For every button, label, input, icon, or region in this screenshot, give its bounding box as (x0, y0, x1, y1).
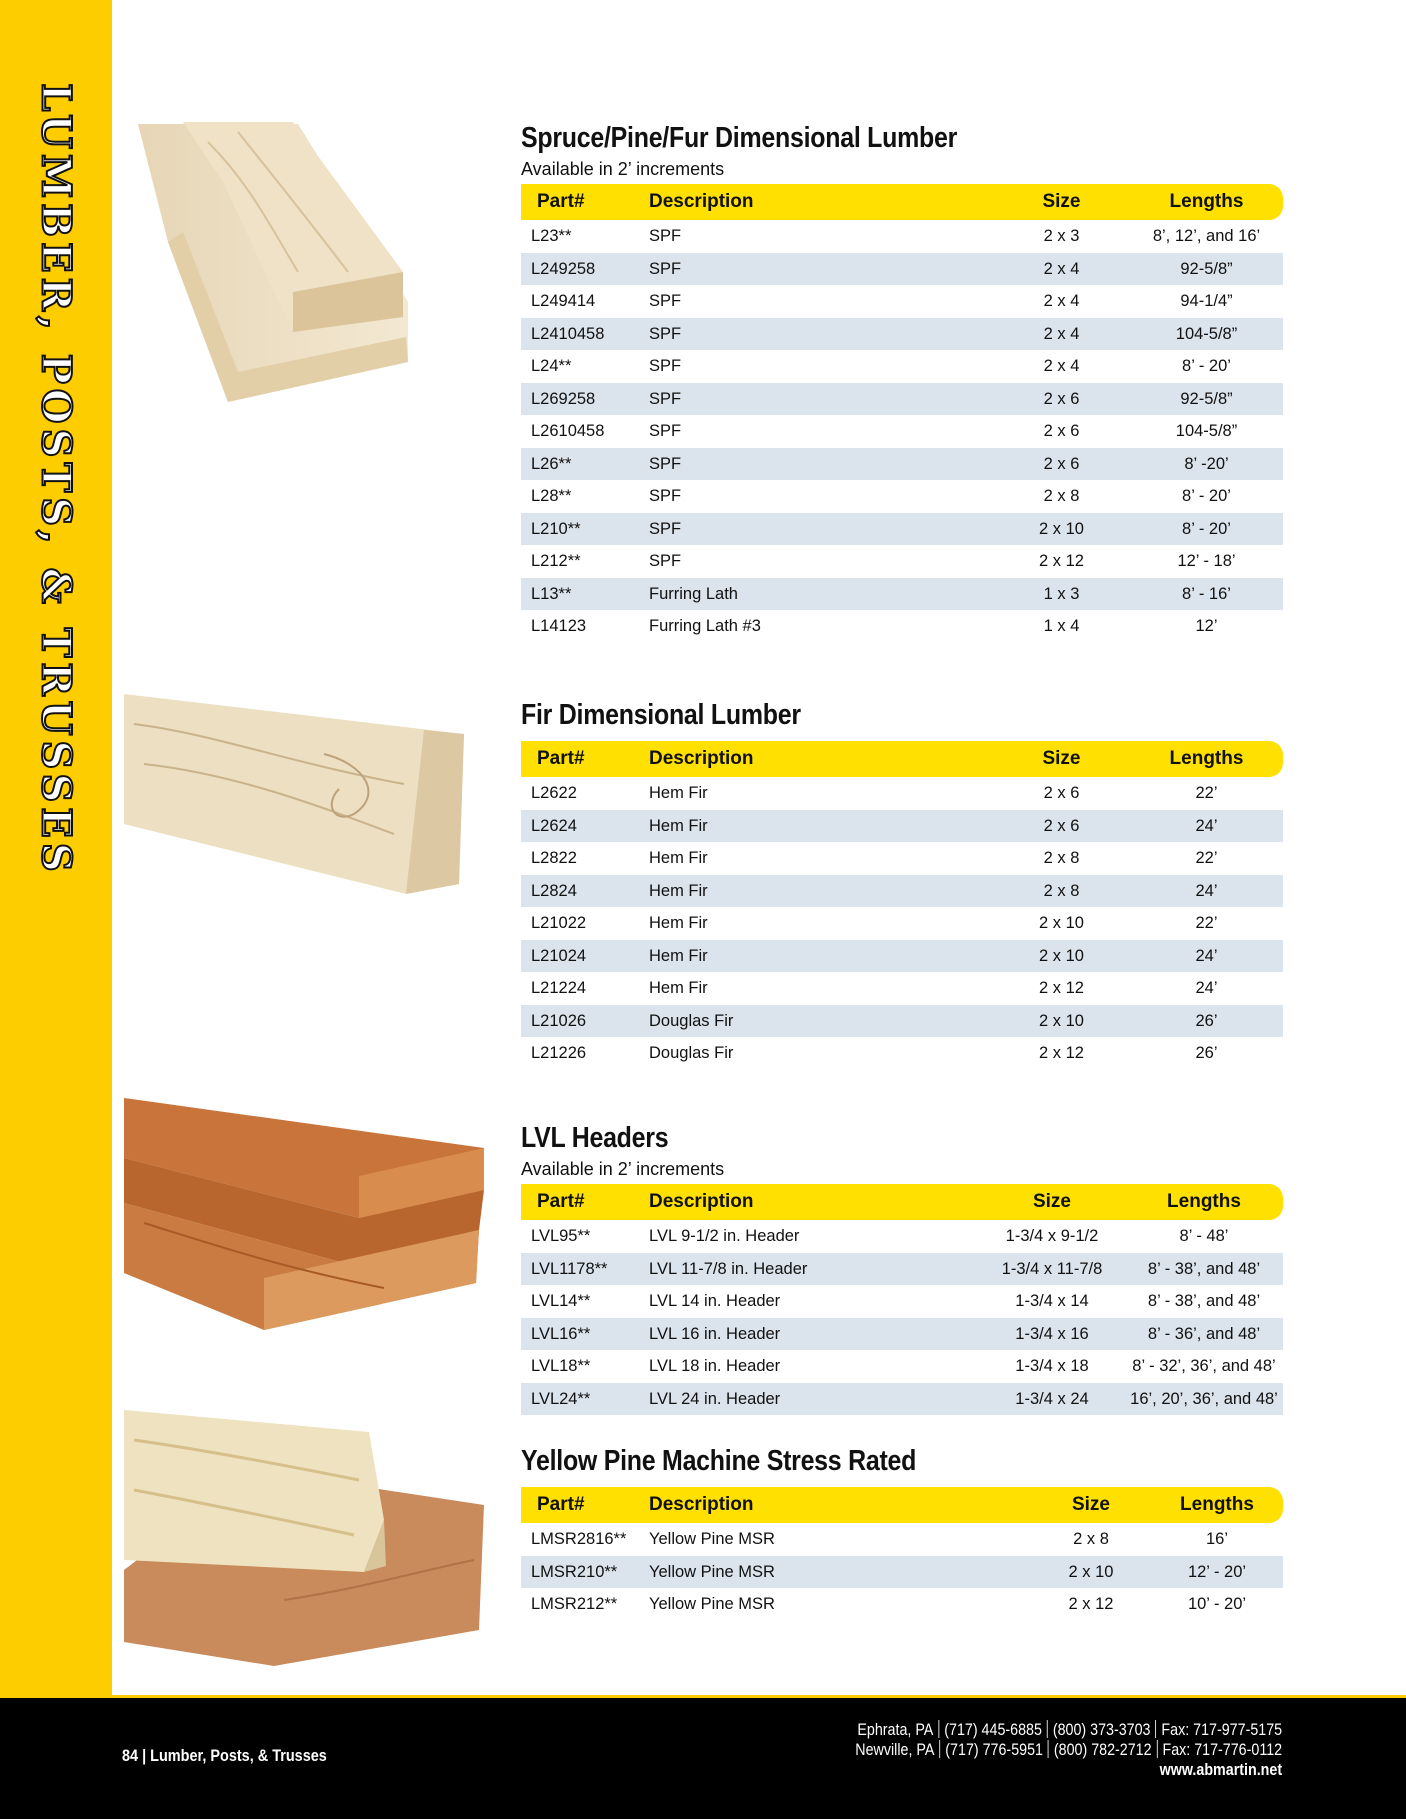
col-header-lengths: Lengths (1130, 741, 1283, 777)
cell-part: L24** (531, 357, 572, 376)
section-fir (521, 697, 1283, 1070)
table-row (521, 1253, 1283, 1286)
cell-part: LMSR212** (531, 1595, 618, 1614)
cell-lengths: 104-5/8” (1175, 422, 1238, 441)
cell-lengths: 22’ (1195, 914, 1218, 933)
section-subtitle: Available in 2’ increments (521, 159, 725, 179)
cell-size: 1-3/4 x 24 (979, 1383, 1125, 1416)
cell-lengths: 16’, 20’, 36’, and 48’ (1125, 1383, 1283, 1416)
table-row (521, 777, 1283, 810)
cell-lengths: 10’ - 20’ (1187, 1595, 1247, 1614)
cell-part: LVL95** (531, 1227, 591, 1246)
cell-size: 2 x 8 (1043, 849, 1080, 868)
side-title: LUMBER, POSTS, & TRUSSES (32, 83, 80, 877)
cell-size: 2 x 4 (993, 253, 1130, 286)
table-header-row (521, 741, 1283, 777)
cell-description: Douglas Fir (649, 1005, 993, 1038)
cell-description: LVL 24 in. Header (649, 1383, 979, 1416)
cell-description: SPF (649, 253, 993, 286)
cell-description: LVL 9-1/2 in. Header (649, 1227, 800, 1246)
table-row (521, 842, 1283, 875)
section-subtitle: Available in 2’ increments (521, 1159, 725, 1179)
table-row (521, 810, 1283, 843)
cell-lengths: 104-5/8” (1130, 318, 1283, 351)
section-spf (521, 120, 1283, 643)
cell-description: SPF (649, 318, 993, 351)
table-row (521, 1523, 1283, 1556)
cell-size: 2 x 12 (1068, 1595, 1114, 1614)
cell-size: 2 x 10 (993, 1005, 1130, 1038)
page-label: 84 | Lumber, Posts, & Trusses (122, 1746, 327, 1765)
cell-lengths: 8’ - 20’ (1182, 487, 1231, 506)
cell-size: 1 x 4 (1043, 617, 1080, 636)
table-row (521, 448, 1283, 481)
table-row (521, 1588, 1283, 1621)
cell-part: L21226 (531, 1044, 587, 1063)
table-row (521, 1350, 1283, 1383)
table-row (521, 940, 1283, 973)
cell-lengths: 8’ - 38’, and 48’ (1125, 1253, 1283, 1286)
fir-table (521, 741, 1283, 1070)
cell-part: L2610458 (531, 422, 605, 441)
cell-size: 2 x 6 (993, 383, 1130, 416)
cell-description: Hem Fir (649, 810, 993, 843)
table-row (521, 513, 1283, 546)
cell-part: LVL1178** (521, 1253, 649, 1286)
cell-description: Hem Fir (649, 940, 993, 973)
table-row (521, 1383, 1283, 1416)
cell-lengths: 92-5/8” (1130, 253, 1283, 286)
cell-description: Hem Fir (649, 914, 708, 933)
section-lvl (521, 1120, 1283, 1415)
cell-size: 2 x 8 (993, 875, 1130, 908)
cell-lengths: 94-1/4” (1180, 292, 1233, 311)
phone: (717) 776-5951 (945, 1740, 1043, 1759)
cell-description: Furring Lath (649, 578, 993, 611)
cell-part: LMSR210** (521, 1556, 649, 1589)
cell-description: Hem Fir (649, 979, 708, 998)
cell-lengths: 22’ (1195, 784, 1218, 803)
cell-size: 2 x 6 (993, 448, 1130, 481)
cell-lengths: 8’, 12’, and 16’ (1152, 227, 1261, 246)
col-header-part: Part# (521, 1487, 649, 1523)
col-header-part: Part# (521, 184, 649, 220)
col-header-size: Size (993, 184, 1130, 220)
table-row (521, 415, 1283, 448)
cell-lengths: 8’ - 48’ (1179, 1227, 1229, 1246)
section-title: Yellow Pine Machine Stress Rated (521, 1445, 917, 1477)
table-row (521, 1220, 1283, 1253)
phone: (717) 445-6885 (944, 1720, 1042, 1739)
cell-size: 2 x 6 (1043, 784, 1080, 803)
cell-part: L269258 (521, 383, 649, 416)
cell-description: SPF (649, 357, 682, 376)
cell-part: L2410458 (521, 318, 649, 351)
cell-lengths: 16’ (1205, 1530, 1229, 1549)
table-row (521, 480, 1283, 513)
fir-lumber-image (124, 694, 469, 899)
cell-lengths: 8’ - 32’, 36’, and 48’ (1132, 1357, 1276, 1376)
cell-size: 2 x 4 (1043, 357, 1080, 376)
table-body (521, 777, 1283, 1070)
cell-size: 2 x 6 (1043, 422, 1080, 441)
col-header-lengths: Lengths (1130, 184, 1283, 220)
table-row (521, 1285, 1283, 1318)
cell-size: 2 x 4 (993, 318, 1130, 351)
cell-description: LVL 11-7/8 in. Header (649, 1253, 979, 1286)
cell-description: SPF (649, 487, 682, 506)
cell-description: LVL 18 in. Header (649, 1357, 781, 1376)
cell-lengths: 8’ - 20’ (1130, 513, 1283, 546)
table-row (521, 253, 1283, 286)
cell-lengths: 12’ - 18’ (1177, 552, 1236, 571)
cell-part: LVL24** (521, 1383, 649, 1416)
cell-size: 2 x 12 (1039, 1044, 1084, 1063)
cell-description: LVL 16 in. Header (649, 1318, 979, 1351)
cell-description: SPF (649, 513, 993, 546)
table-row (521, 972, 1283, 1005)
cell-description: SPF (649, 227, 682, 246)
cell-lengths: 24’ (1130, 875, 1283, 908)
cell-lengths: 24’ (1130, 810, 1283, 843)
spf-lumber-image (128, 122, 418, 407)
spf-table (521, 184, 1283, 643)
cell-lengths: 8’ -20’ (1130, 448, 1283, 481)
cell-description: SPF (649, 292, 682, 311)
cell-lengths: 22’ (1195, 849, 1218, 868)
col-header-description: Description (649, 741, 993, 777)
cell-size: 2 x 10 (993, 513, 1130, 546)
col-header-description: Description (649, 1184, 979, 1220)
cell-lengths: 26’ (1195, 1044, 1218, 1063)
table-header-row (521, 1487, 1283, 1523)
cell-description: Hem Fir (649, 784, 708, 803)
yellow-pine-table (521, 1487, 1283, 1621)
col-header-lengths: Lengths (1151, 1487, 1283, 1523)
col-header-part: Part# (521, 1184, 649, 1220)
phone: (800) 782-2712 (1053, 1740, 1152, 1759)
cell-size: 2 x 10 (1039, 914, 1084, 933)
section-title: Spruce/Pine/Fur Dimensional Lumber (521, 122, 958, 154)
cell-lengths: 12’ (1195, 617, 1218, 636)
table-body (521, 1523, 1283, 1621)
cell-size: 2 x 8 (1073, 1530, 1109, 1549)
cell-size: 1-3/4 x 9-1/2 (1005, 1227, 1099, 1246)
cell-description: Douglas Fir (649, 1044, 734, 1063)
cell-part: L26** (521, 448, 649, 481)
cell-size: 1-3/4 x 16 (979, 1318, 1125, 1351)
cell-lengths: 92-5/8” (1130, 383, 1283, 416)
contact-block (855, 1720, 1282, 1780)
cell-description: LVL 14 in. Header (649, 1292, 781, 1311)
cell-part: LVL18** (531, 1357, 591, 1376)
cell-lengths: 12’ - 20’ (1151, 1556, 1283, 1589)
yellow-pine-image (124, 1410, 484, 1666)
cell-size: 2 x 4 (1043, 292, 1080, 311)
cell-part: L249258 (521, 253, 649, 286)
cell-part: L21022 (531, 914, 587, 933)
table-header-row (521, 1184, 1283, 1220)
cell-size: 1-3/4 x 18 (1015, 1357, 1089, 1376)
cell-part: LVL14** (531, 1292, 591, 1311)
cell-part: L14123 (531, 617, 587, 636)
cell-description: Hem Fir (649, 875, 993, 908)
cell-lengths: 24’ (1130, 940, 1283, 973)
fax: Fax: 717-977-5175 (1161, 1720, 1282, 1739)
table-row (521, 1318, 1283, 1351)
cell-part: LMSR2816** (531, 1530, 627, 1549)
col-header-description: Description (649, 1487, 1031, 1523)
cell-description: Yellow Pine MSR (649, 1530, 775, 1549)
table-row (521, 610, 1283, 643)
cell-description: SPF (649, 383, 993, 416)
col-header-lengths: Lengths (1125, 1184, 1283, 1220)
table-body (521, 220, 1283, 643)
table-body (521, 1220, 1283, 1415)
cell-part: L2624 (521, 810, 649, 843)
cell-part: L21024 (521, 940, 649, 973)
fax: Fax: 717-776-0112 (1162, 1740, 1282, 1759)
table-row (521, 350, 1283, 383)
cell-size: 2 x 12 (1039, 979, 1084, 998)
col-header-size: Size (993, 741, 1130, 777)
cell-lengths: 8’ - 38’, and 48’ (1147, 1292, 1261, 1311)
table-row (521, 220, 1283, 253)
section-yellow-pine (521, 1443, 1283, 1621)
cell-description: Yellow Pine MSR (649, 1556, 1031, 1589)
table-row (521, 1005, 1283, 1038)
cell-size: 2 x 8 (1043, 487, 1080, 506)
table-row (521, 907, 1283, 940)
city: Ephrata, PA (857, 1720, 934, 1739)
cell-description: SPF (649, 552, 682, 571)
cell-part: L2824 (521, 875, 649, 908)
lvl-table (521, 1184, 1283, 1415)
cell-description: Hem Fir (649, 849, 708, 868)
cell-lengths: 8’ - 36’, and 48’ (1125, 1318, 1283, 1351)
cell-description: SPF (649, 422, 682, 441)
cell-size: 1 x 3 (993, 578, 1130, 611)
city: Newville, PA (855, 1740, 935, 1759)
cell-size: 2 x 10 (993, 940, 1130, 973)
cell-lengths: 26’ (1130, 1005, 1283, 1038)
side-band (0, 0, 112, 1695)
lvl-header-image (124, 1098, 484, 1330)
cell-lengths: 24’ (1195, 979, 1218, 998)
contact-line-newville (855, 1740, 1282, 1760)
cell-description: Furring Lath #3 (649, 617, 761, 636)
cell-part: L2622 (531, 784, 577, 803)
cell-part: L21026 (521, 1005, 649, 1038)
cell-description: SPF (649, 448, 993, 481)
table-row (521, 875, 1283, 908)
cell-part: L249414 (531, 292, 596, 311)
cell-part: L2822 (531, 849, 577, 868)
section-title: LVL Headers (521, 1122, 669, 1154)
contact-line-ephrata (855, 1720, 1282, 1740)
table-row (521, 383, 1283, 416)
cell-size: 1-3/4 x 11-7/8 (979, 1253, 1125, 1286)
cell-part: L23** (531, 227, 572, 246)
cell-size: 2 x 12 (1039, 552, 1084, 571)
table-header-row (521, 184, 1283, 220)
page-footer (0, 1695, 1406, 1819)
cell-size: 2 x 10 (1031, 1556, 1151, 1589)
table-row (521, 1037, 1283, 1070)
cell-description: Yellow Pine MSR (649, 1595, 775, 1614)
cell-size: 2 x 3 (1043, 227, 1080, 246)
cell-part: L210** (521, 513, 649, 546)
cell-size: 1-3/4 x 14 (1015, 1292, 1089, 1311)
table-row (521, 1556, 1283, 1589)
cell-size: 2 x 6 (993, 810, 1130, 843)
cell-part: LVL16** (521, 1318, 649, 1351)
table-row (521, 578, 1283, 611)
cell-part: L212** (531, 552, 581, 571)
col-header-size: Size (979, 1184, 1125, 1220)
cell-part: L21224 (531, 979, 587, 998)
cell-lengths: 8’ - 20’ (1182, 357, 1231, 376)
cell-part: L13** (521, 578, 649, 611)
table-row (521, 545, 1283, 578)
table-row (521, 318, 1283, 351)
section-title: Fir Dimensional Lumber (521, 699, 801, 731)
col-header-size: Size (1031, 1487, 1151, 1523)
website-link[interactable]: www.abmartin.net (1159, 1760, 1282, 1779)
cell-part: L28** (531, 487, 572, 506)
cell-lengths: 8’ - 16’ (1130, 578, 1283, 611)
col-header-description: Description (649, 184, 993, 220)
phone: (800) 373-3703 (1052, 1720, 1151, 1739)
col-header-part: Part# (521, 741, 649, 777)
table-row (521, 285, 1283, 318)
